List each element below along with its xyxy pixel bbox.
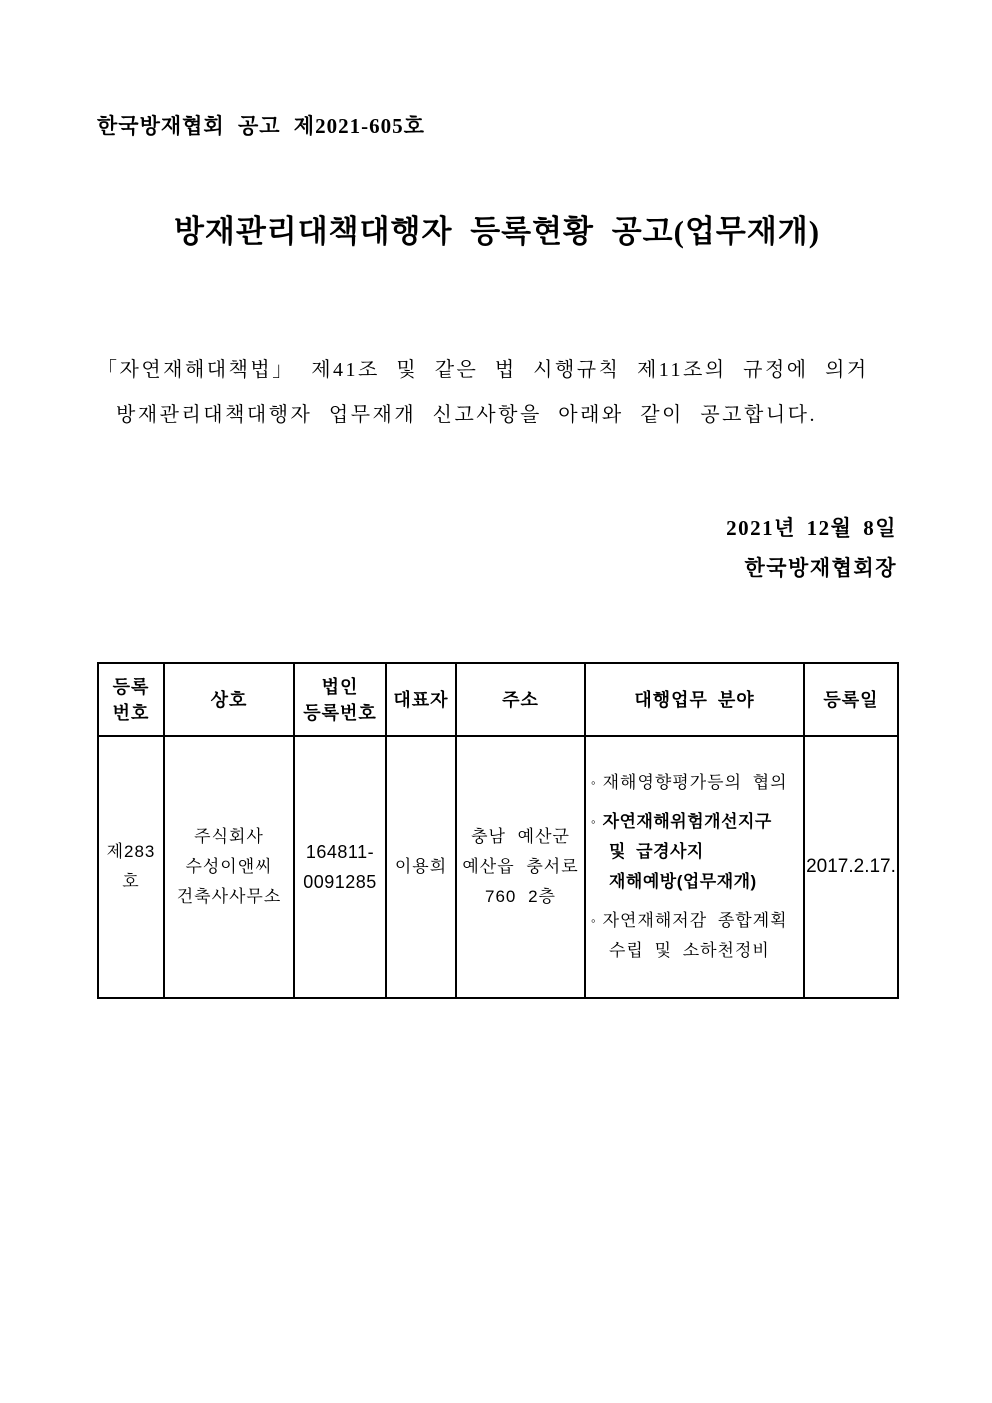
service-item: [591, 906, 801, 966]
col-header-address: 주소: [456, 663, 585, 736]
bullet-icon: ◦: [591, 814, 597, 829]
col-header-registration-no: 등록 번호: [98, 663, 164, 736]
service-item: [591, 807, 801, 897]
cell-registration-no: 제283호: [98, 736, 164, 998]
col-header-services: 대행업무 분야: [585, 663, 804, 736]
bullet-icon: ◦: [591, 913, 597, 928]
cell-registration-date: 2017.2.17.: [804, 736, 898, 998]
announcement-date: 2021년 12월 8일: [726, 516, 897, 540]
service-item-label: 자연재해저감 종합계획 수립 및 소하천정비: [602, 911, 788, 960]
service-item-label: 재해영향평가등의 협의: [602, 773, 788, 792]
cell-company: 주식회사 수성이앤씨 건축사사무소: [164, 736, 294, 998]
cell-services: [585, 736, 804, 998]
services-list: [591, 768, 801, 966]
page-title: 방재관리대책대행자 등록현황 공고(업무재개): [173, 214, 821, 249]
registration-table: [97, 662, 899, 999]
service-item-label: 자연재해위험개선지구 및 급경사지 재해예방(업무재개): [602, 812, 772, 891]
table-row: [98, 736, 898, 998]
cell-corporate-reg-no: 164811- 0091285: [294, 736, 386, 998]
doc-number: 한국방재협회 공고 제2021-605호: [97, 114, 425, 138]
table-header-row: [98, 663, 898, 736]
col-header-representative: 대표자: [386, 663, 456, 736]
col-header-registration-date: 등록일: [804, 663, 898, 736]
sign-block: [97, 508, 897, 588]
cell-representative: 이용희: [386, 736, 456, 998]
bullet-icon: ◦: [591, 775, 597, 790]
intro-paragraph: 「자연재해대책법」 제41조 및 같은 법 시행규칙 제11조의 규정에 의거 방재관리대책대행자 업무재개 신고사항을 아래와 같이 공고합니다.: [97, 359, 869, 426]
col-header-corporate-reg-no: 법인 등록번호: [294, 663, 386, 736]
signer-title: 한국방재협회장: [744, 556, 897, 580]
service-item: [591, 768, 801, 798]
col-header-company: 상호: [164, 663, 294, 736]
cell-address: 충남 예산군 예산읍 충서로 760 2층: [456, 736, 585, 998]
